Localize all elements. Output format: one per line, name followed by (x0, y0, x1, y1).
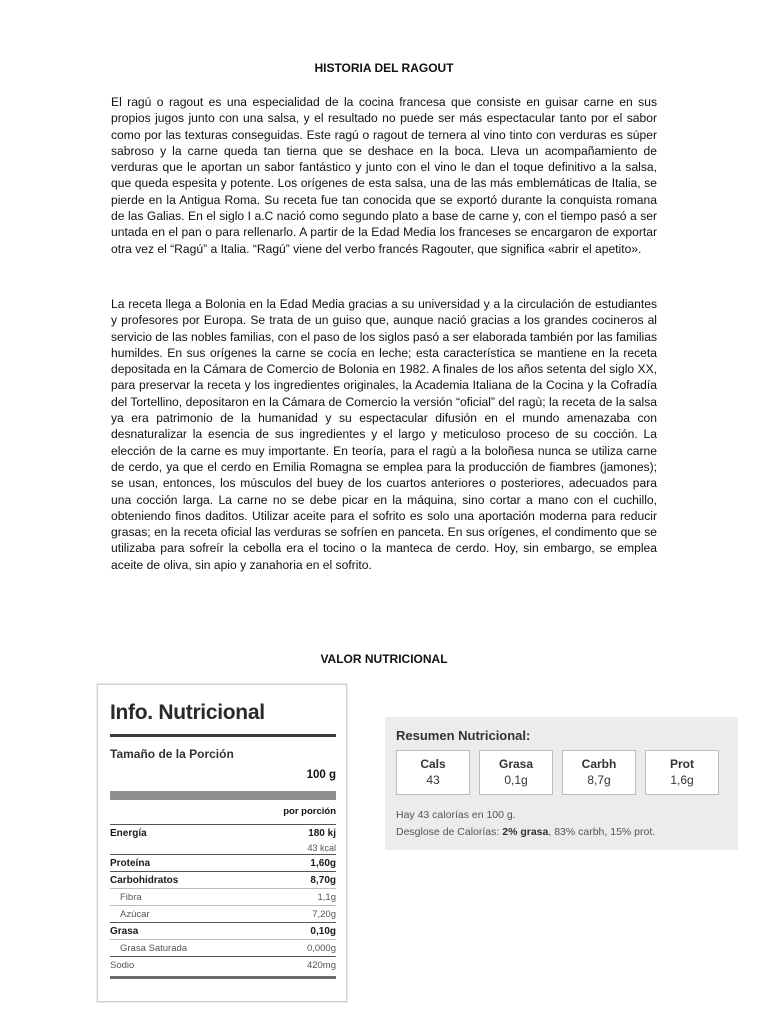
nutrient-label: Grasa Saturada (120, 942, 188, 954)
nutrient-label: Sodio (110, 959, 135, 971)
summary-box-value: 0,1g (504, 773, 528, 787)
nutrient-row-energy (110, 825, 336, 841)
nutrient-label: Grasa (110, 925, 139, 937)
summary-box-label: Cals (420, 757, 446, 771)
summary-box-value: 8,7g (587, 773, 611, 787)
nutrient-value: 0,10g (310, 925, 336, 937)
summary-calories-text: Hay 43 calorías en 100 g. (396, 809, 516, 821)
nutrient-row-fiber (110, 889, 336, 905)
summary-box-fat (479, 750, 553, 795)
nutrition-summary-panel (385, 717, 738, 850)
nutrient-label: Fibra (120, 891, 142, 903)
nutrient-label: Energía (110, 827, 147, 839)
nutrient-value: 7,20g (312, 908, 336, 920)
thick-divider (110, 734, 336, 737)
nutrient-label: Carbohidratos (110, 874, 179, 886)
serving-size-value: 100 g (306, 769, 336, 781)
document-title: HISTORIA DEL RAGOUT (314, 61, 454, 75)
summary-box-calories (396, 750, 470, 795)
nutrient-row-carbs (110, 872, 336, 888)
nutrition-label-title: Info. Nutricional (110, 701, 265, 724)
nutrient-value: 1,1g (317, 891, 336, 903)
history-paragraph-2: La receta llega a Bolonia en la Edad Media gracias a su universidad y a la circulación de estudiantes y profesores por Europa. Se trata de un guiso que, aunque nació gracias a los grandes cocineros al servicio de las nobles familias, con el paso de los siglos pasó a ser elaborada también por las familias humildes. En sus orígenes la carne se cocía en leche; esta característica se mantiene en la receta depositada en la Cámara de Comercio de Bolonia en 1982. A finales de los años setenta del siglo XX, para preservar la receta y los ingredientes originales, la Academia Italiana de la Cocina y la Cofradía del Tortellino, depositaron en la Cámara de Comercio la versión “oficial” del ragù; la receta de la salsa ya era patrimonio de la humanidad y su espectacular difusión en el mundo amenazaba con desnaturalizar la esencia de sus ingredientes y el largo y meticuloso proceso de su cocción. La elección de la carne es muy importante. En teoría, para el ragù a la boloñesa nunca se utiliza carne de cerdo, ya que el cerdo en Emilia Romagna se emplea para la producción de fiambres (jamones); se usan, entonces, los músculos del buey de los cuartos anteriores o posteriores, adecuados para una cocción larga. La carne no se debe picar en la máquina, sino cortar a mano con el cuchillo, obteniendo finos daditos. Utilizar aceite para el sofrito es solo una aportación moderna para reducir grasas; en la receta oficial las verduras se sofríen en panceta. En sus orígenes, el condimento que se utilizaba para sofreír la cebolla era el tocino o la manteca de cerdo. Hoy, sin embargo, se emplea aceite de oliva, sin apio y zanahoria en el sofrito. (111, 297, 657, 572)
nutrient-row-saturated-fat (110, 940, 336, 956)
nutrient-label: Proteína (110, 857, 151, 869)
summary-box-label: Carbh (581, 757, 617, 771)
history-paragraph-1: El ragú o ragout es una especialidad de la cocina francesa que consiste en guisar carne en sus propios jugos junto con una salsa, y el resultado no puede ser más espectacular tanto por el sabor como por las texturas conseguidas. Este ragú o ragout de ternera al vino tinto con verduras es súper sabroso y la carne queda tan tierna que se deshace en la boca. Lleva un acompañamiento de verduras que le aportan un sabor fantástico y junto con el vino le dan el toque definitivo a la salsa, que queda espesita y potente. Los orígenes de esta salsa, una de las más emblemáticas de Italia, se pierde en la Antigua Roma. Su receta fue tan conocida que se exportó durante la conquista romana de las Galias. En el siglo I a.C nació como segundo plato a base de carne y, con el tiempo pasó a ser untada en el pan o para rellenarlo. A partir de la Edad Media los franceses se encargaron de exportar otra vez el “Ragú” a Italia. “Ragú” viene del verbo francés Ragouter, que significa «abrir el apetito». (111, 95, 657, 256)
thick-divider (110, 976, 336, 979)
nutrient-row-sodium (110, 957, 336, 973)
serving-size-label: Tamaño de la Porción (110, 747, 234, 761)
summary-box-value: 43 (426, 773, 440, 787)
summary-boxes (396, 750, 719, 795)
nutrient-label: Azúcar (120, 908, 150, 920)
summary-title: Resumen Nutricional: (396, 728, 531, 743)
breakdown-rest: , 83% carbh, 15% prot. (548, 826, 656, 838)
summary-box-carbs (562, 750, 636, 795)
nutrient-row-sugar (110, 906, 336, 922)
nutrient-value: 180 kj (308, 827, 336, 839)
breakdown-prefix: Desglose de Calorías: (396, 826, 500, 838)
nutrient-row-fat (110, 923, 336, 939)
summary-box-value: 1,6g (670, 773, 694, 787)
nutrient-value: 8,70g (310, 874, 336, 886)
breakdown-fat: 2% grasa (502, 826, 549, 838)
nutrient-value: 43 kcal (307, 842, 336, 853)
nutrition-facts-label (97, 684, 347, 1002)
nutrient-row-kcal (110, 841, 336, 854)
summary-box-protein (645, 750, 719, 795)
section-title-nutrition: VALOR NUTRICIONAL (320, 652, 448, 666)
grey-divider (110, 791, 336, 800)
summary-box-label: Prot (670, 757, 694, 771)
nutrient-value: 0,000g (306, 942, 336, 954)
summary-box-label: Grasa (498, 757, 534, 771)
nutrient-row-protein (110, 855, 336, 871)
nutrient-value: 1,60g (310, 857, 336, 869)
nutrient-value: 420mg (306, 959, 336, 971)
per-portion-header: por porción (283, 806, 336, 817)
summary-breakdown-text (396, 826, 655, 838)
